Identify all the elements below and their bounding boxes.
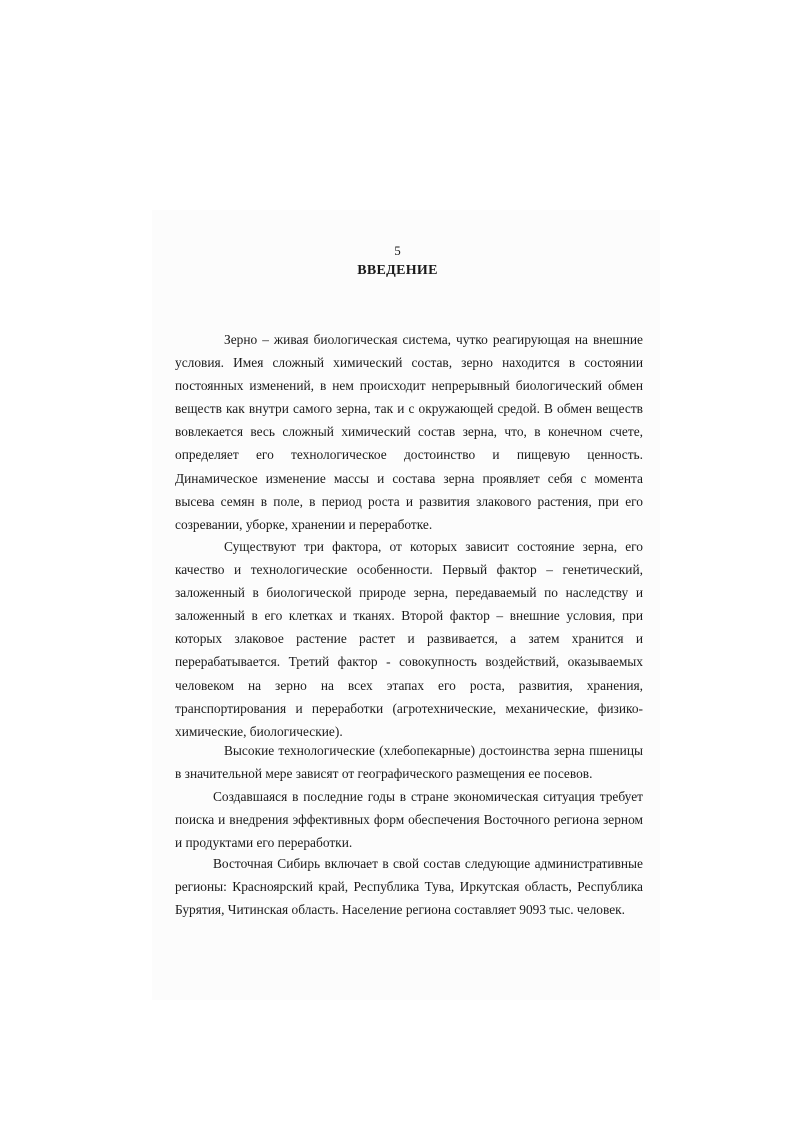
page-number: 5 bbox=[394, 243, 401, 258]
paragraph-wheat-quality: Высокие технологические (хлебопекарные) достоинства зерна пшеницы в значительной мере зависят от географического размещения ее посевов. bbox=[175, 743, 643, 782]
page-title: ВВЕДЕНИЕ bbox=[357, 263, 438, 278]
paragraph-intro: Зерно – живая биологическая система, чутко реагирующая на внешние условия. Имея сложный химический состав, зерно находится в состоянии постоянных изменений, в нем происходит непрерывный биологический обмен веществ как внутри самого зерна, так и с окружающей средой. В обмен веществ вовлекается весь сложный химический состав зерна, что, в конечном счете, определяет его технологическое достоинство и пищевую ценность. Динамическое изменение массы и состава зерна проявляет себя с момента высева семян в поле, в период роста и развития злакового растения, при его созревании, уборке, хранении и переработке. bbox=[175, 332, 643, 532]
paragraph-economic-situation: Создавшаяся в последние годы в стране экономическая ситуация требует поиска и внедрения эффективных форм обеспечения Восточного региона зерном и продуктами его переработки. bbox=[175, 789, 643, 851]
paragraph-factors: Существуют три фактора, от которых зависит состояние зерна, его качество и технологические особенности. Первый фактор – генетический, заложенный в биологической природе зерна, передаваемый по наследству и заложенный в его клетках и тканях. Второй фактор – внешние условия, при которых злаковое растение растет и развивается, а затем хранится и перерабатывается. Третий фактор - совокупность воздействий, оказываемых человеком на зерно на всех этапах его роста, развития, хранения, транспортирования и переработки (агротехнические, механические, физико-химические, биологические). bbox=[175, 539, 643, 739]
paragraph-east-siberia: Восточная Сибирь включает в свой состав следующие административные регионы: Красноярский край, Республика Тува, Иркутская область, Республика Бурятия, Читинская область. Население региона составляет 9093 тыс. человек. bbox=[175, 856, 643, 918]
